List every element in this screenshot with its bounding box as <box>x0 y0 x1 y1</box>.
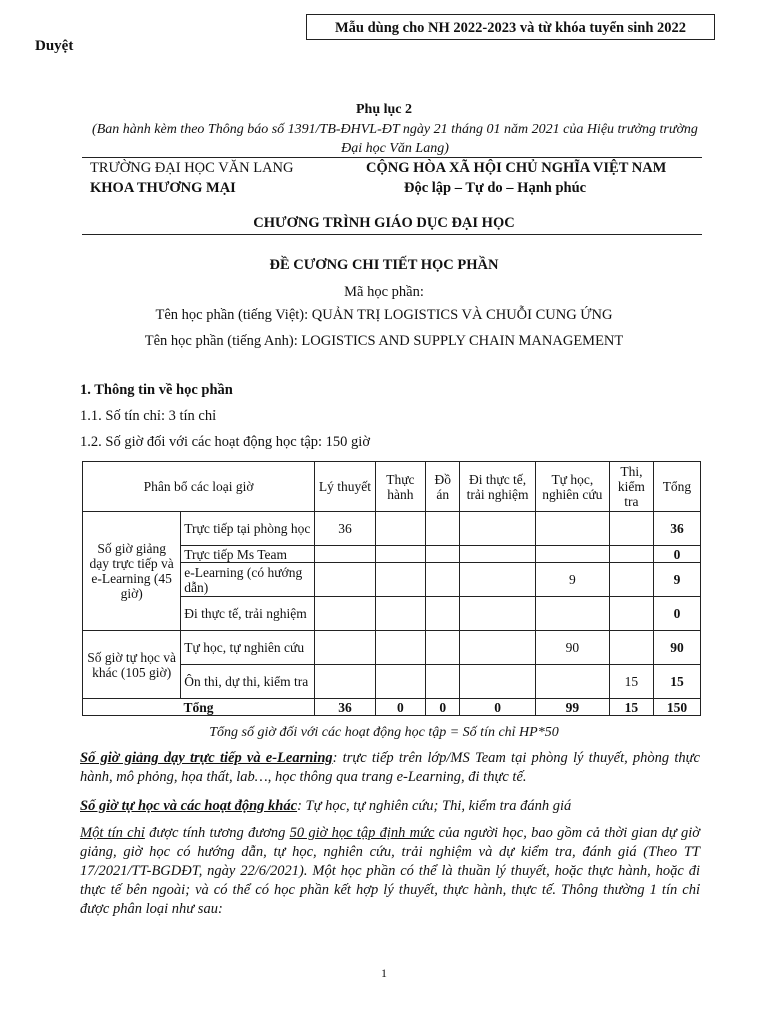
cell-theory <box>315 597 376 631</box>
para3-mid: được tính tương đương <box>144 825 290 841</box>
course-name-vi: Tên học phần (tiếng Việt): QUẢN TRỊ LOGISTICS VÀ CHUỖI CUNG ỨNG <box>155 307 613 323</box>
cell-project <box>425 597 460 631</box>
cell-total: 15 <box>653 665 700 699</box>
total-total: 150 <box>653 699 700 716</box>
course-name-en: Tên học phần (tiếng Anh): LOGISTICS AND SUPPLY CHAIN MANAGEMENT <box>144 333 624 349</box>
section-1-heading: 1. Thông tin về học phần <box>80 382 233 398</box>
para3-underlined: 50 giờ học tập định mức <box>289 825 435 841</box>
cell-self-study: 9 <box>535 563 609 597</box>
cell-self-study <box>535 665 609 699</box>
paragraph-credit-definition <box>80 824 700 919</box>
header-theory: Lý thuyết <box>315 462 376 512</box>
group-direct-label: Số giờ giảng dạy trực tiếp và e-Learning (45 giờ) <box>83 512 181 631</box>
cell-field <box>460 631 535 665</box>
table-header-row <box>83 462 701 512</box>
paragraph-self-study-hours <box>80 797 700 816</box>
cell-practice <box>375 665 425 699</box>
cell-project <box>425 563 460 597</box>
page-number: 1 <box>381 966 387 980</box>
para1-lead: Số giờ giảng dạy trực tiếp và e-Learning <box>80 750 333 766</box>
para3-lead: Một tín chỉ <box>80 825 145 841</box>
cell-project <box>425 631 460 665</box>
outline-title: ĐỀ CƯƠNG CHI TIẾT HỌC PHẦN <box>269 257 499 273</box>
cell-practice <box>375 563 425 597</box>
cell-practice <box>375 512 425 546</box>
course-code: Mã học phần: <box>344 284 424 300</box>
cell-project <box>425 512 460 546</box>
table-total-row <box>83 699 701 716</box>
appendix-title: Phụ lục 2 <box>355 102 412 117</box>
table-row <box>83 631 701 665</box>
cell-total: 0 <box>653 597 700 631</box>
cell-total: 90 <box>653 631 700 665</box>
para2-text: : Tự học, tự nghiên cứu; Thi, kiểm tra đánh giá <box>297 798 572 814</box>
cell-exam: 15 <box>609 665 653 699</box>
cell-exam <box>609 631 653 665</box>
row-label: Ôn thi, dự thi, kiểm tra <box>181 665 315 699</box>
approval-label: Duyệt <box>35 38 74 54</box>
header-project: Đồ án <box>425 462 460 512</box>
total-practice: 0 <box>375 699 425 716</box>
cell-project <box>425 546 460 563</box>
cell-theory <box>315 563 376 597</box>
para3-text: của người học, bao gồm cả thời gian dự giờ giảng, giờ học có hướng dẫn, tự học, nghiên cứu, trải nghiệm và dự kiểm tra, đánh giá (Theo TT 17/2021/TT-BGDĐT, ngày 22/6/2021). Một học phần có thể là thuần lý thuyết, hoặc thực hành, hoặc đi thực tế bên ngoài; và có thể có học phần kết hợp lý thuyết, thực hành, thực tế. Thông thường 1 tín chỉ được phân loại như sau: <box>80 825 701 917</box>
total-project: 0 <box>425 699 460 716</box>
university-name: TRƯỜNG ĐẠI HỌC VĂN LANG <box>90 160 294 176</box>
total-field: 0 <box>460 699 535 716</box>
cell-exam <box>609 597 653 631</box>
para1-text: : trực tiếp trên lớp/MS Team tại phòng lý thuyết, phòng thực hành, mô phỏng, họa thất, lab…, học thông qua trang e-Learning, đi thực tế. <box>80 750 700 785</box>
cell-field <box>460 546 535 563</box>
hours-formula: Tổng số giờ đối với các hoạt động học tập = Số tín chỉ HP*50 <box>209 725 559 740</box>
template-stamp: Mẫu dùng cho NH 2022-2023 và từ khóa tuyển sinh 2022 <box>306 14 715 40</box>
para2-lead: Số giờ tự học và các hoạt động khác <box>80 798 298 814</box>
republic-name: CỘNG HÒA XÃ HỘI CHỦ NGHĨA VIỆT NAM <box>366 160 667 176</box>
credits-line: 1.1. Số tín chỉ: 3 tín chỉ <box>80 408 217 424</box>
total-row-label: Tổng <box>83 699 315 716</box>
header-top-rule <box>82 157 702 158</box>
header-self-study: Tự học, nghiên cứu <box>535 462 609 512</box>
cell-field <box>460 563 535 597</box>
paragraph-direct-hours <box>80 749 700 787</box>
row-label: Trực tiếp tại phòng học <box>181 512 315 546</box>
header-practice: Thực hành <box>375 462 425 512</box>
cell-practice <box>375 631 425 665</box>
header-allocation: Phân bổ các loại giờ <box>83 462 315 512</box>
appendix-subtitle: (Ban hành kèm theo Thông báo số 1391/TB-ĐHVL-ĐT ngày 21 tháng 01 năm 2021 của Hiệu trưởng trường Đại học Văn Lang) <box>92 122 698 156</box>
total-exam: 15 <box>609 699 653 716</box>
header-total: Tổng <box>653 462 700 512</box>
total-self-study: 99 <box>535 699 609 716</box>
row-label: Đi thực tế, trải nghiệm <box>181 597 315 631</box>
cell-practice <box>375 546 425 563</box>
cell-theory <box>315 546 376 563</box>
table-row <box>83 512 701 546</box>
row-label: e-Learning (có hướng dẫn) <box>181 563 315 597</box>
cell-total: 0 <box>653 546 700 563</box>
cell-field <box>460 597 535 631</box>
cell-project <box>425 665 460 699</box>
cell-practice <box>375 597 425 631</box>
header-exam: Thi, kiểm tra <box>609 462 653 512</box>
program-rule <box>82 234 702 235</box>
cell-total: 9 <box>653 563 700 597</box>
cell-theory: 36 <box>315 512 376 546</box>
cell-exam <box>609 563 653 597</box>
hours-allocation-table <box>82 461 701 716</box>
cell-field <box>460 665 535 699</box>
cell-theory <box>315 665 376 699</box>
cell-field <box>460 512 535 546</box>
faculty-name: KHOA THƯƠNG MẠI <box>90 180 236 196</box>
cell-theory <box>315 631 376 665</box>
hours-line: 1.2. Số giờ đối với các hoạt động học tập: 150 giờ <box>80 434 371 450</box>
group-self-study-label: Số giờ tự học và khác (105 giờ) <box>83 631 181 699</box>
total-theory: 36 <box>315 699 376 716</box>
cell-exam <box>609 546 653 563</box>
cell-self-study: 90 <box>535 631 609 665</box>
cell-self-study <box>535 546 609 563</box>
header-field: Đi thực tế, trải nghiệm <box>460 462 535 512</box>
cell-exam <box>609 512 653 546</box>
row-label: Tự học, tự nghiên cứu <box>181 631 315 665</box>
cell-self-study <box>535 512 609 546</box>
national-motto: Độc lập – Tự do – Hạnh phúc <box>404 180 587 196</box>
cell-total: 36 <box>653 512 700 546</box>
row-label: Trực tiếp Ms Team <box>181 546 315 563</box>
cell-self-study <box>535 597 609 631</box>
program-title: CHƯƠNG TRÌNH GIÁO DỤC ĐẠI HỌC <box>253 215 515 231</box>
